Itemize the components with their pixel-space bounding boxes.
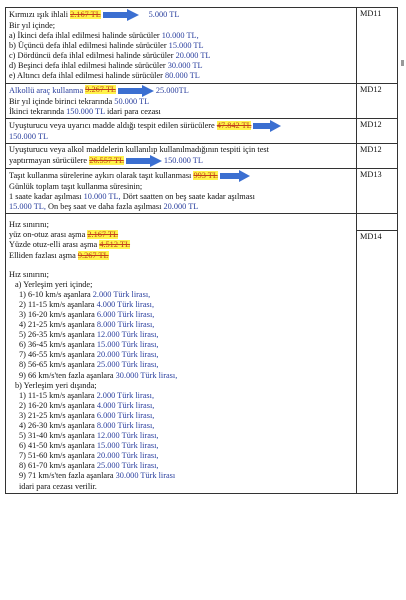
md13-four-to-fifteen: Dört saatten on beş saate kadar aşılması [122, 192, 255, 202]
row-md14-content [6, 214, 357, 492]
md14-urban-item-amount: 4.000 Türk lirası, [96, 299, 155, 309]
md12b-title-line [9, 120, 353, 132]
row-md13 [6, 169, 397, 214]
md14-rural-item-text: 4) 26-30 km/s aşanlara [19, 421, 95, 430]
md14-rural-item-text: 6) 41-50 km/s aşanlara [19, 441, 95, 451]
md14-urban-item-amount: 12.000 Türk lirası, [96, 330, 159, 340]
md14-old-line2 [9, 240, 353, 250]
md14-urban-item-text: 9) 66 km/s'ten fazla aşanlara [19, 370, 114, 380]
md14-rural-item-text: 8) 61-70 km/s aşanlara [19, 461, 95, 471]
md14-old-range3: Elliden fazlası aşma [9, 250, 76, 260]
md14-old-amount2: 4.512 TL [99, 240, 131, 250]
md13-title-line [9, 170, 353, 182]
md14-old-range1: yüz on-otuz arası aşma [9, 230, 86, 240]
md14-old-line1 [9, 230, 353, 240]
md14-urban-item-amount: 30.000 Türk lirası, [115, 370, 178, 380]
md14-urban-item-amount: 15.000 Türk lirası, [96, 340, 159, 350]
md11-old-amount: 2.167 TL [70, 9, 101, 19]
md14-urban-item-amount: 8.000 Türk lirası, [96, 320, 155, 330]
md14-urban-item-amount: 20.000 Türk lirası, [96, 350, 159, 360]
row-md12-test-code: MD12 [360, 144, 382, 154]
md11-item [9, 61, 353, 71]
row-md14-code [357, 214, 397, 492]
md14-rural-item-amount: 6.000 Türk lirası, [96, 410, 155, 420]
md12a-old-amount: 9.267 TL [85, 85, 116, 95]
md12a-fine-suffix: idari para cezası [106, 106, 161, 116]
md11-item-amount: 20.000 TL [175, 51, 211, 61]
md11-item-list [9, 31, 353, 81]
row-md14 [6, 214, 397, 492]
row-md12-test [6, 144, 397, 169]
md11-item-amount: 30.000 TL [167, 61, 203, 71]
md11-item [9, 31, 353, 41]
md12b-old-amount: 47.842 TL [216, 120, 252, 130]
row-md12-alcohol [6, 84, 397, 119]
md11-item-text: a) İkinci defa ihlal edilmesi halinde sürücüler [9, 31, 160, 41]
md14-rural-item [19, 461, 353, 471]
md14-code-top-cell [357, 214, 397, 231]
arrow-right-icon [220, 170, 250, 182]
md14-rural-item [19, 391, 353, 401]
md14-urban-item-amount: 2.000 Türk lirası, [92, 289, 151, 299]
md14-rural-item-amount: 8.000 Türk lirası, [96, 421, 155, 430]
row-md12-drugs-content [6, 119, 357, 143]
md14-rural-item-amount: 25.000 Türk lirası, [96, 461, 159, 471]
md14-rural-title: b) Yerleşim yeri dışında; [15, 380, 97, 390]
md14-rural-item-text: 3) 21-25 km/s aşanlara [19, 410, 95, 420]
md12b-new-amount: 150.000 TL [9, 131, 49, 141]
page-edge-mark [401, 60, 404, 66]
row-md12-test-content [6, 144, 357, 168]
row-md12-drugs-code: MD12 [360, 119, 382, 129]
md14-rural-item-amount: 12.000 Türk lirası, [96, 431, 159, 441]
md14-urban-item [19, 360, 353, 370]
md14-rural-item-amount: 2.000 Türk lirası, [96, 390, 155, 400]
md12b-title: Uyuşturucu veya uyarıcı madde aldığı tespit edilen sürücülere [9, 120, 215, 130]
md11-item [9, 41, 353, 51]
md13-subtitle: Günlük toplam taşıt kullanma süresinin; [9, 181, 143, 191]
md11-item-text: e) Altıncı defa ihlal edilmesi halinde sürücüler [9, 71, 163, 81]
md11-title: Kırmızı ışık ihlali [9, 9, 68, 19]
md13-line3 [9, 192, 353, 202]
row-md12-drugs [6, 119, 397, 144]
md14-rural-item-text: 7) 51-60 km/s aşanlara [19, 451, 95, 461]
md12c-line1: Uyuşturucu veya alkol maddelerin kullanılıp kullanılmadığının tespiti için test [9, 144, 269, 154]
md14-urban-item-text: 7) 46-55 km/s aşanlara [19, 350, 95, 360]
md14-urban-item [19, 350, 353, 360]
row-md11 [6, 8, 397, 84]
md14-urban-title: a) Yerleşim yeri içinde; [15, 279, 93, 289]
md14-code: MD14 [360, 232, 382, 242]
md13-over-fifteen: On beş saat ve daha fazla aşılması [48, 202, 162, 212]
row-md11-code: MD11 [360, 9, 382, 18]
md14-heading-new: Hız sınırını; [9, 269, 49, 279]
md14-urban-item-text: 4) 21-25 km/s aşanlara [19, 320, 95, 330]
md12a-second-repeat-amount: 150.000 TL [66, 106, 105, 116]
md14-urban-item-amount: 6.000 Türk lirası, [96, 309, 155, 319]
md14-urban-item [19, 310, 353, 320]
row-md12-alcohol-content [6, 84, 357, 118]
md11-item-text: b) Üçüncü defa ihlal edilmesi halinde sürücüler [9, 41, 167, 51]
md11-item-text: c) Dördüncü defa ihlal edilmesi halinde sürücüler [9, 51, 174, 61]
md12a-new-amount: 25.000TL [155, 85, 189, 95]
row-md11-content [6, 8, 357, 83]
md14-urban-item [19, 320, 353, 330]
row-md13-content [6, 169, 357, 213]
arrow-right-icon [118, 85, 154, 97]
md14-rural-item [19, 411, 353, 421]
md14-heading-old: Hız sınırını; [9, 220, 49, 230]
md14-rural-item-text: 9) 71 km/s'ten fazla aşanlara [19, 471, 114, 481]
md14-rural-item [19, 451, 353, 461]
md11-subtitle: Bir yıl içinde; [9, 21, 56, 30]
md12a-first-repeat-amount: 50.000 TL [114, 96, 150, 106]
md14-urban-item-text: 1) 6-10 km/s aşanlara [19, 289, 91, 299]
md13-one-hour-amount: 10.000 TL, [83, 192, 121, 202]
md11-item-text: d) Beşinci defa ihlal edilmesi halinde sürücüler [9, 61, 166, 71]
md14-closing: idari para cezası verilir. [19, 481, 97, 491]
md12c-new-amount: 150.000 TL [163, 155, 203, 165]
md14-urban-item-amount: 25.000 Türk lirası, [96, 360, 159, 370]
md12a-line2 [9, 97, 353, 107]
md11-item-amount: 80.000 TL [164, 71, 200, 81]
md14-rural-item [19, 401, 353, 411]
arrow-right-icon [253, 120, 281, 132]
md11-item-amount: 15.000 TL [168, 41, 204, 51]
md13-over-fifteen-amount: 20.000 TL [163, 202, 199, 212]
row-md12-alcohol-code: MD12 [360, 84, 382, 94]
md14-rural-item [19, 421, 353, 431]
md12a-first-repeat: Bir yıl içinde birinci tekrarında [9, 96, 113, 106]
md14-urban-item [19, 330, 353, 340]
md14-urban-item-text: 6) 36-45 km/s aşanlara [19, 340, 95, 350]
md14-old-amount3: 9.267 TL [77, 250, 109, 260]
arrow-right-icon [126, 155, 162, 167]
md14-urban-item [19, 300, 353, 310]
md12a-title-line [9, 85, 353, 97]
md14-rural-item [19, 431, 353, 441]
md12c-line2 [9, 155, 353, 167]
md13-four-to-fifteen-amount: 15.000 TL, [9, 202, 46, 212]
penalty-table [5, 7, 398, 494]
md14-old-range2: Yüzde otuz-elli arası aşma [9, 240, 98, 250]
md14-urban-item-text: 5) 26-35 km/s aşanlara [19, 330, 95, 340]
md11-new-amount: 5.000 TL [148, 9, 180, 19]
md12a-line3 [9, 107, 353, 117]
md13-one-hour: 1 saate kadar aşılması [9, 192, 82, 202]
md11-item [9, 51, 353, 61]
md14-rural-item-amount: 30.000 Türk lirası [115, 471, 176, 481]
md11-item-amount: 10.000 TL, [161, 31, 199, 41]
md14-old-line3 [9, 251, 353, 261]
md14-urban-list [9, 290, 353, 381]
md12c-old-amount: 26.557 TL [89, 155, 124, 165]
md14-rural-item-amount: 15.000 Türk lirası, [96, 441, 159, 451]
md14-urban-item-text: 3) 16-20 km/s aşanlara [19, 309, 95, 319]
md14-rural-item-text: 1) 11-15 km/s aşanlara [19, 390, 95, 400]
md14-rural-list [9, 391, 353, 482]
md14-rural-item [19, 471, 353, 481]
arrow-right-icon [103, 9, 139, 21]
md14-urban-item-text: 8) 56-65 km/s aşanlara [19, 360, 95, 370]
md14-rural-item-text: 2) 16-20 km/s aşanlara [19, 400, 95, 410]
spacer [9, 261, 353, 270]
md14-rural-item-amount: 4.000 Türk lirası, [96, 400, 155, 410]
md13-line4 [9, 202, 353, 212]
md11-title-line [9, 9, 353, 21]
md14-rural-item-amount: 20.000 Türk lirası, [96, 451, 159, 461]
md14-rural-item [19, 441, 353, 451]
row-md13-code: MD13 [360, 169, 382, 179]
md11-item [9, 71, 353, 81]
md14-rural-item-text: 5) 31-40 km/s aşanlara [19, 431, 95, 441]
md14-urban-item-text: 2) 11-15 km/s aşanlara [19, 299, 95, 309]
md13-title: Taşıt kullanma sürelerine aykırı olarak taşıt kullanması [9, 170, 192, 180]
md12a-title: Alkollü araç kullanma [9, 85, 84, 95]
md14-urban-item [19, 340, 353, 350]
md13-old-amount: 993 TL [193, 170, 218, 180]
md12a-second-repeat: İkinci tekrarında [9, 106, 65, 116]
md14-urban-item [19, 371, 353, 381]
md14-urban-item [19, 290, 353, 300]
md14-old-amount1: 2.167 TL [87, 230, 119, 240]
md12c-refusers: yaptırmayan sürücülere [9, 155, 88, 165]
